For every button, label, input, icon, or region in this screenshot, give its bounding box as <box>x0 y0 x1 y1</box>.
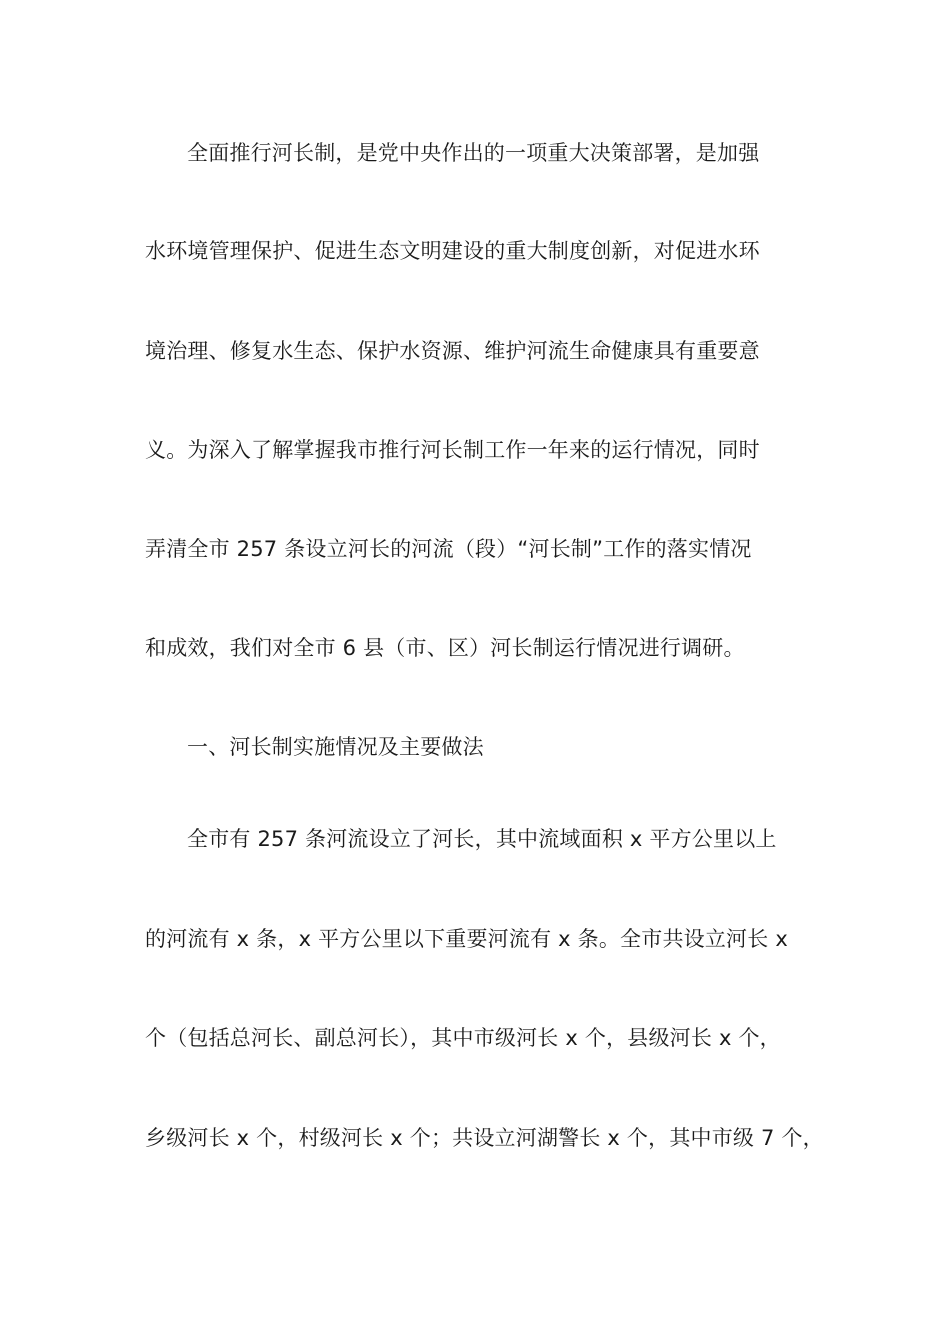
paragraph-2-line-2: 的河流有 x 条，x 平方公里以下重要河流有 x 条。全市共设立河长 x <box>145 927 788 951</box>
paragraph-1-line-2: 水环境管理保护、促进生态文明建设的重大制度创新，对促进水环 <box>145 239 760 263</box>
paragraph-1-line-5: 弄清全市 257 条设立河长的河流（段）“河长制”工作的落实情况 <box>145 537 752 561</box>
paragraph-1-line-4: 义。为深入了解掌握我市推行河长制工作一年来的运行情况，同时 <box>145 438 760 462</box>
section-heading-1: 一、河长制实施情况及主要做法 <box>187 735 484 759</box>
paragraph-2-line-4: 乡级河长 x 个，村级河长 x 个；共设立河湖警长 x 个，其中市级 7 个， <box>145 1126 824 1150</box>
paragraph-1-line-6: 和成效，我们对全市 6 县（市、区）河长制运行情况进行调研。 <box>145 636 745 660</box>
paragraph-2-line-1: 全市有 257 条河流设立了河长，其中流域面积 x 平方公里以上 <box>187 827 777 851</box>
paragraph-2-line-3: 个（包括总河长、副总河长），其中市级河长 x 个，县级河长 x 个， <box>145 1026 781 1050</box>
paragraph-1-line-1: 全面推行河长制，是党中央作出的一项重大决策部署，是加强 <box>187 141 760 165</box>
paragraph-1-line-3: 境治理、修复水生态、保护水资源、维护河流生命健康具有重要意 <box>145 339 760 363</box>
